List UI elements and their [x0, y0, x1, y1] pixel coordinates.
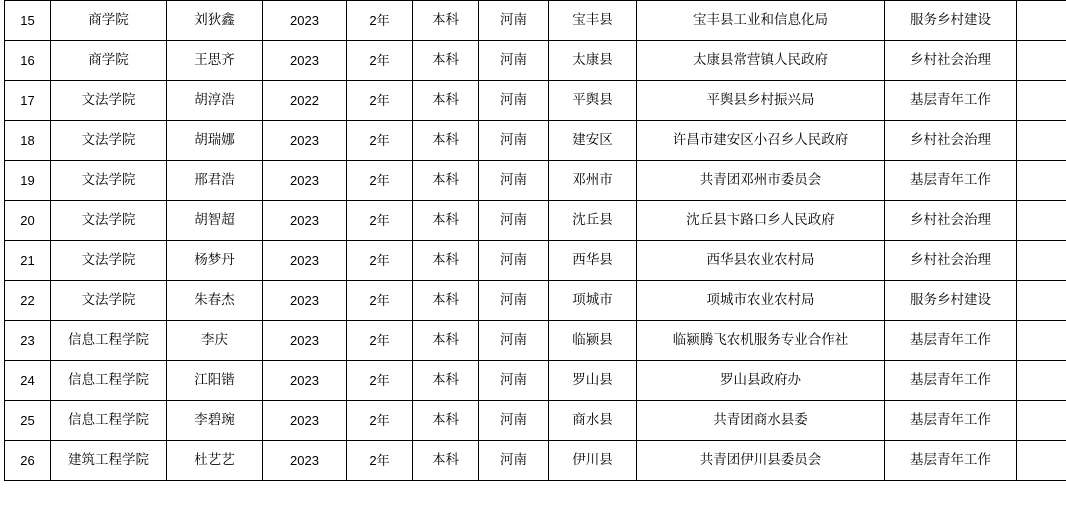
cell-remark — [1017, 441, 1066, 481]
cell-county: 宝丰县 — [549, 1, 637, 41]
cell-college: 文法学院 — [51, 81, 167, 121]
cell-college: 商学院 — [51, 1, 167, 41]
cell-post: 乡村社会治理 — [885, 201, 1017, 241]
cell-degree: 本科 — [413, 161, 479, 201]
cell-college: 信息工程学院 — [51, 321, 167, 361]
cell-term: 2年 — [347, 81, 413, 121]
cell-term: 2年 — [347, 281, 413, 321]
cell-county: 商水县 — [549, 401, 637, 441]
cell-county: 伊川县 — [549, 441, 637, 481]
cell-term: 2年 — [347, 201, 413, 241]
cell-province: 河南 — [479, 41, 549, 81]
cell-index: 20 — [5, 201, 51, 241]
cell-year: 2023 — [263, 281, 347, 321]
cell-year: 2023 — [263, 1, 347, 41]
cell-province: 河南 — [479, 201, 549, 241]
cell-post: 服务乡村建设 — [885, 281, 1017, 321]
cell-degree: 本科 — [413, 321, 479, 361]
cell-year: 2023 — [263, 361, 347, 401]
cell-term: 2年 — [347, 361, 413, 401]
table-row — [5, 121, 1066, 161]
cell-post: 乡村社会治理 — [885, 121, 1017, 161]
table-row — [5, 1, 1066, 41]
cell-unit: 临颍腾飞农机服务专业合作社 — [637, 321, 885, 361]
cell-index: 16 — [5, 41, 51, 81]
cell-unit: 平舆县乡村振兴局 — [637, 81, 885, 121]
cell-unit: 罗山县政府办 — [637, 361, 885, 401]
table-row — [5, 401, 1066, 441]
cell-degree: 本科 — [413, 81, 479, 121]
cell-term: 2年 — [347, 121, 413, 161]
table-row — [5, 201, 1066, 241]
cell-name: 王思齐 — [167, 41, 263, 81]
cell-term: 2年 — [347, 321, 413, 361]
cell-post: 服务乡村建设 — [885, 1, 1017, 41]
cell-name: 江阳锴 — [167, 361, 263, 401]
cell-year: 2023 — [263, 441, 347, 481]
cell-post: 基层青年工作 — [885, 161, 1017, 201]
cell-index: 21 — [5, 241, 51, 281]
cell-degree: 本科 — [413, 121, 479, 161]
cell-name: 朱春杰 — [167, 281, 263, 321]
cell-year: 2022 — [263, 81, 347, 121]
cell-unit: 西华县农业农村局 — [637, 241, 885, 281]
cell-county: 建安区 — [549, 121, 637, 161]
cell-year: 2023 — [263, 161, 347, 201]
cell-province: 河南 — [479, 401, 549, 441]
cell-name: 刘狄鑫 — [167, 1, 263, 41]
cell-college: 文法学院 — [51, 241, 167, 281]
table-row — [5, 321, 1066, 361]
cell-remark — [1017, 281, 1066, 321]
cell-degree: 本科 — [413, 1, 479, 41]
cell-index: 17 — [5, 81, 51, 121]
table-row — [5, 161, 1066, 201]
cell-remark — [1017, 321, 1066, 361]
cell-unit: 共青团伊川县委员会 — [637, 441, 885, 481]
cell-index: 26 — [5, 441, 51, 481]
cell-county: 罗山县 — [549, 361, 637, 401]
cell-county: 邓州市 — [549, 161, 637, 201]
cell-unit: 宝丰县工业和信息化局 — [637, 1, 885, 41]
cell-term: 2年 — [347, 161, 413, 201]
cell-college: 信息工程学院 — [51, 401, 167, 441]
roster-body — [5, 1, 1066, 481]
table-row — [5, 241, 1066, 281]
cell-degree: 本科 — [413, 41, 479, 81]
cell-unit: 共青团邓州市委员会 — [637, 161, 885, 201]
cell-unit: 共青团商水县委 — [637, 401, 885, 441]
cell-remark — [1017, 121, 1066, 161]
table-row — [5, 441, 1066, 481]
cell-province: 河南 — [479, 241, 549, 281]
cell-post: 基层青年工作 — [885, 361, 1017, 401]
cell-term: 2年 — [347, 1, 413, 41]
cell-college: 建筑工程学院 — [51, 441, 167, 481]
cell-degree: 本科 — [413, 281, 479, 321]
cell-county: 平舆县 — [549, 81, 637, 121]
cell-province: 河南 — [479, 161, 549, 201]
cell-degree: 本科 — [413, 441, 479, 481]
cell-province: 河南 — [479, 361, 549, 401]
cell-unit: 许昌市建安区小召乡人民政府 — [637, 121, 885, 161]
cell-name: 杨梦丹 — [167, 241, 263, 281]
cell-index: 23 — [5, 321, 51, 361]
cell-province: 河南 — [479, 321, 549, 361]
cell-name: 胡瑞娜 — [167, 121, 263, 161]
cell-post: 基层青年工作 — [885, 401, 1017, 441]
cell-index: 19 — [5, 161, 51, 201]
table-row — [5, 81, 1066, 121]
cell-index: 24 — [5, 361, 51, 401]
cell-term: 2年 — [347, 401, 413, 441]
cell-index: 15 — [5, 1, 51, 41]
cell-name: 李庆 — [167, 321, 263, 361]
cell-post: 乡村社会治理 — [885, 241, 1017, 281]
cell-college: 信息工程学院 — [51, 361, 167, 401]
cell-index: 18 — [5, 121, 51, 161]
cell-college: 文法学院 — [51, 281, 167, 321]
table-row — [5, 361, 1066, 401]
cell-year: 2023 — [263, 201, 347, 241]
volunteer-roster-table — [4, 0, 1066, 481]
cell-year: 2023 — [263, 401, 347, 441]
cell-post: 基层青年工作 — [885, 81, 1017, 121]
cell-province: 河南 — [479, 81, 549, 121]
cell-name: 胡淳浩 — [167, 81, 263, 121]
cell-college: 文法学院 — [51, 161, 167, 201]
cell-unit: 沈丘县卞路口乡人民政府 — [637, 201, 885, 241]
cell-college: 商学院 — [51, 41, 167, 81]
cell-year: 2023 — [263, 241, 347, 281]
cell-province: 河南 — [479, 1, 549, 41]
cell-county: 太康县 — [549, 41, 637, 81]
cell-college: 文法学院 — [51, 121, 167, 161]
cell-county: 临颍县 — [549, 321, 637, 361]
cell-unit: 项城市农业农村局 — [637, 281, 885, 321]
cell-index: 25 — [5, 401, 51, 441]
cell-year: 2023 — [263, 41, 347, 81]
cell-county: 项城市 — [549, 281, 637, 321]
cell-post: 基层青年工作 — [885, 321, 1017, 361]
cell-term: 2年 — [347, 241, 413, 281]
cell-remark — [1017, 241, 1066, 281]
cell-remark — [1017, 201, 1066, 241]
cell-degree: 本科 — [413, 201, 479, 241]
cell-term: 2年 — [347, 441, 413, 481]
cell-remark — [1017, 361, 1066, 401]
cell-remark — [1017, 401, 1066, 441]
cell-remark — [1017, 81, 1066, 121]
cell-county: 沈丘县 — [549, 201, 637, 241]
cell-county: 西华县 — [549, 241, 637, 281]
cell-province: 河南 — [479, 281, 549, 321]
cell-year: 2023 — [263, 121, 347, 161]
cell-degree: 本科 — [413, 401, 479, 441]
cell-degree: 本科 — [413, 241, 479, 281]
table-row — [5, 281, 1066, 321]
cell-name: 李碧琬 — [167, 401, 263, 441]
cell-index: 22 — [5, 281, 51, 321]
cell-unit: 太康县常营镇人民政府 — [637, 41, 885, 81]
cell-province: 河南 — [479, 121, 549, 161]
cell-post: 基层青年工作 — [885, 441, 1017, 481]
cell-name: 杜艺艺 — [167, 441, 263, 481]
cell-remark — [1017, 161, 1066, 201]
cell-degree: 本科 — [413, 361, 479, 401]
cell-post: 乡村社会治理 — [885, 41, 1017, 81]
cell-remark — [1017, 1, 1066, 41]
cell-name: 胡智超 — [167, 201, 263, 241]
table-row — [5, 41, 1066, 81]
cell-province: 河南 — [479, 441, 549, 481]
cell-remark — [1017, 41, 1066, 81]
cell-name: 邢君浩 — [167, 161, 263, 201]
cell-term: 2年 — [347, 41, 413, 81]
cell-year: 2023 — [263, 321, 347, 361]
cell-college: 文法学院 — [51, 201, 167, 241]
